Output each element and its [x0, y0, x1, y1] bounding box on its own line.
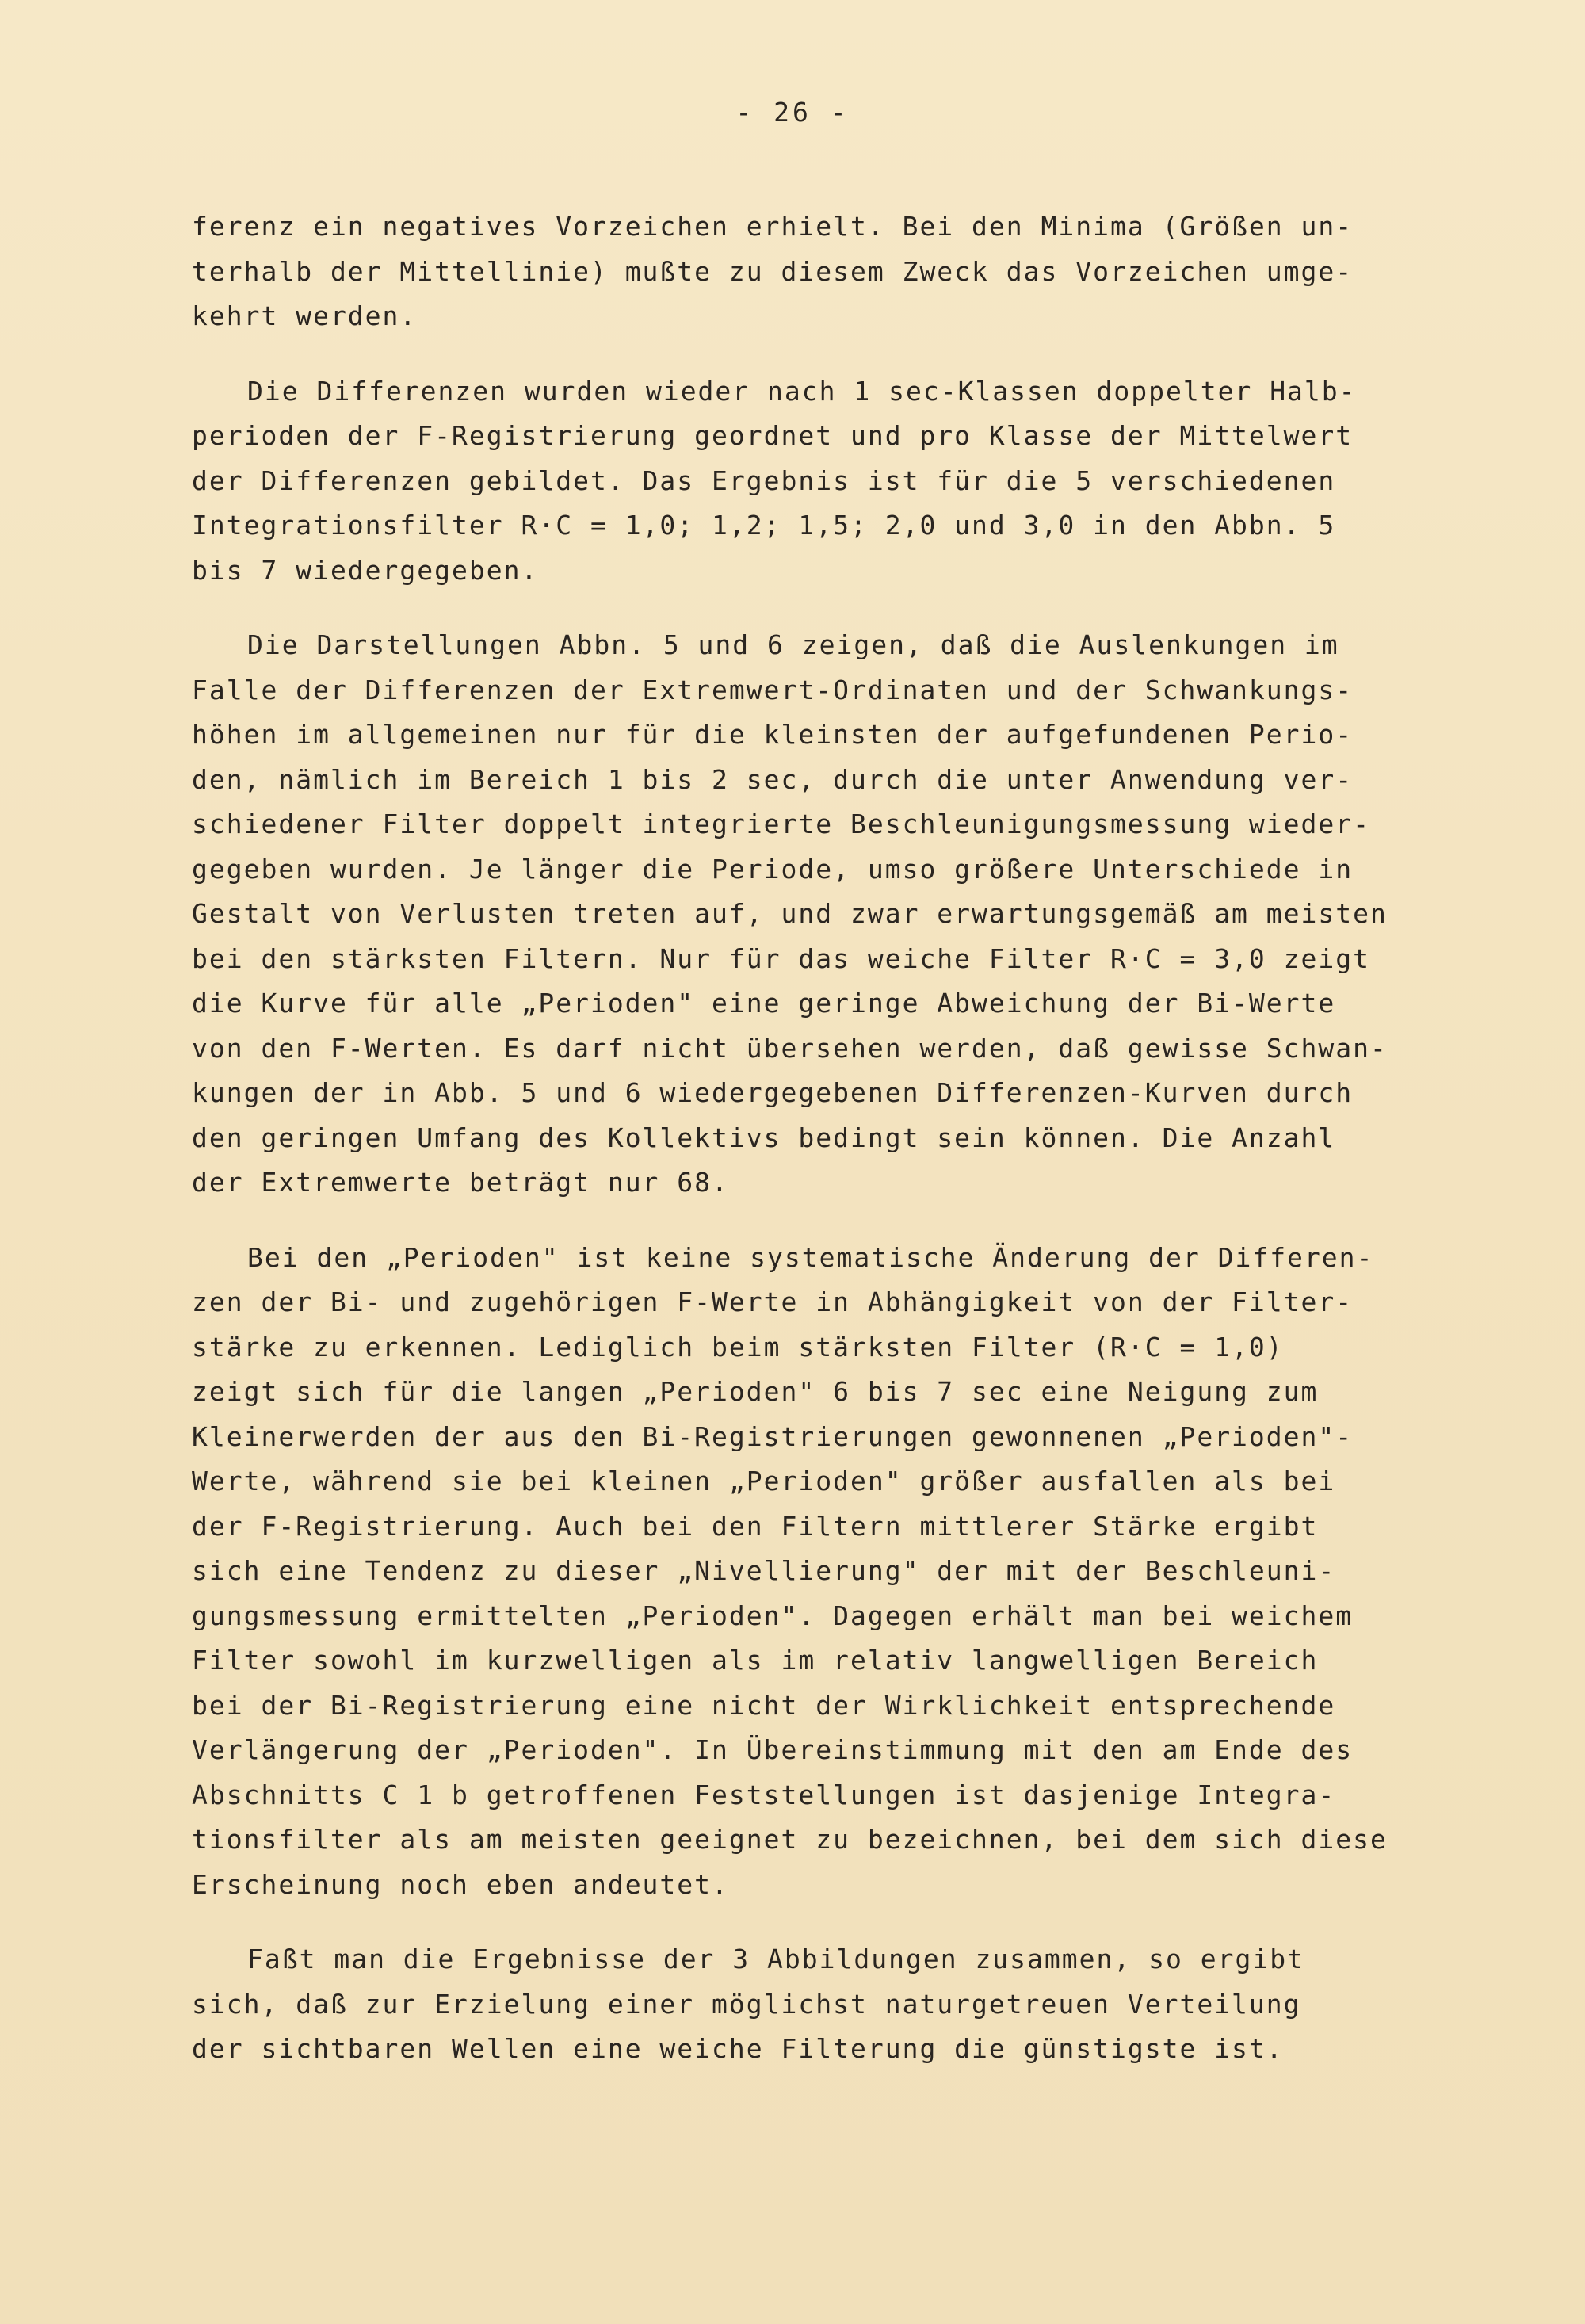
text-line: Abschnitts C 1 b getroffenen Feststellungen ist dasjenige Integra- — [192, 1779, 1336, 1810]
text-line: der Differenzen gebildet. Das Ergebnis ist für die 5 verschiedenen — [192, 464, 1336, 496]
text-line: bei der Bi-Registrierung eine nicht der Wirklichkeit entsprechende — [192, 1689, 1336, 1721]
text-line: bei den stärksten Filtern. Nur für das weiche Filter R·C = 3,0 zeigt — [192, 942, 1371, 974]
text-line: Erscheinung noch eben andeutet. — [192, 1868, 729, 1900]
text-line: Bei den „Perioden" ist keine systematische Änderung der Differen- — [247, 1241, 1374, 1273]
text-line: der F-Registrierung. Auch bei den Filtern mittlerer Stärke ergibt — [192, 1510, 1319, 1542]
text-line: höhen im allgemeinen nur für die kleinsten der aufgefundenen Perio- — [192, 719, 1354, 750]
paragraph-2 — [192, 369, 1444, 594]
text-line: bis 7 wiedergegeben. — [192, 554, 539, 586]
text-line: die Kurve für alle „Perioden" eine geringe Abweichung der Bi-Werte — [192, 988, 1336, 1019]
text-line: stärke zu erkennen. Lediglich beim stärksten Filter (R·C = 1,0) — [192, 1331, 1284, 1363]
text-line: Die Darstellungen Abbn. 5 und 6 zeigen, daß die Auslenkungen im — [247, 629, 1339, 660]
paragraph-4 — [192, 1236, 1444, 1908]
text-line: kehrt werden. — [192, 300, 418, 331]
text-line: gungsmessung ermittelten „Perioden". Dagegen erhält man bei weichem — [192, 1600, 1354, 1631]
text-line: terhalb der Mittellinie) mußte zu diesem Zweck das Vorzeichen umge- — [192, 255, 1354, 287]
paragraph-3 — [192, 623, 1444, 1206]
text-line: der Extremwerte beträgt nur 68. — [192, 1167, 729, 1198]
text-line: zeigt sich für die langen „Perioden" 6 bis 7 sec eine Neigung zum — [192, 1376, 1319, 1407]
text-line: Gestalt von Verlusten treten auf, und zwar erwartungsgemäß am meisten — [192, 898, 1388, 929]
text-line: tionsfilter als am meisten geeignet zu bezeichnen, bei dem sich diese — [192, 1824, 1388, 1855]
text-line: der sichtbaren Wellen eine weiche Filterung die günstigste ist. — [192, 2033, 1284, 2064]
page-number: - 26 - — [735, 97, 850, 128]
text-line: Falle der Differenzen der Extremwert-Ordinaten und der Schwankungs- — [192, 674, 1354, 705]
text-line: den geringen Umfang des Kollektivs bedingt sein können. Die Anzahl — [192, 1122, 1336, 1153]
text-line: Die Differenzen wurden wieder nach 1 sec-Klassen doppelter Halb- — [247, 375, 1357, 407]
text-line: gegeben wurden. Je länger die Periode, umso größere Unterschiede in — [192, 853, 1354, 885]
text-line: von den F-Werten. Es darf nicht übersehen werden, daß gewisse Schwan- — [192, 1032, 1388, 1064]
paragraph-5 — [192, 1937, 1444, 2072]
text-line: perioden der F-Registrierung geordnet und pro Klasse der Mittelwert — [192, 420, 1354, 451]
text-line: schiedener Filter doppelt integrierte Beschleunigungsmessung wieder- — [192, 808, 1371, 839]
text-line: Kleinerwerden der aus den Bi-Registrierungen gewonnenen „Perioden"- — [192, 1420, 1354, 1452]
text-line: sich, daß zur Erzielung einer möglichst naturgetreuen Verteilung — [192, 1988, 1301, 2020]
text-line: sich eine Tendenz zu dieser „Nivellierung" der mit der Beschleuni- — [192, 1555, 1336, 1586]
text-line: Filter sowohl im kurzwelligen als im relativ langwelligen Bereich — [192, 1645, 1319, 1676]
text-line: ferenz ein negatives Vorzeichen erhielt. Bei den Minima (Größen un- — [192, 211, 1354, 242]
text-line: Verlängerung der „Perioden". In Übereinstimmung mit den am Ende des — [192, 1734, 1354, 1765]
text-line: Werte, während sie bei kleinen „Perioden" größer ausfallen als bei — [192, 1466, 1336, 1496]
text-line: Faßt man die Ergebnisse der 3 Abbildungen zusammen, so ergibt — [247, 1944, 1304, 1974]
text-line: den, nämlich im Bereich 1 bis 2 sec, durch die unter Anwendung ver- — [192, 763, 1354, 795]
paragraph-1 — [192, 204, 1444, 339]
text-line: Integrationsfilter R·C = 1,0; 1,2; 1,5; 2,0 und 3,0 in den Abbn. 5 — [192, 510, 1336, 541]
text-line: zen der Bi- und zugehörigen F-Werte in Abhängigkeit von der Filter- — [192, 1286, 1354, 1317]
body-text — [192, 204, 1444, 2102]
text-line: kungen der in Abb. 5 und 6 wiedergegebenen Differenzen-Kurven durch — [192, 1077, 1354, 1108]
